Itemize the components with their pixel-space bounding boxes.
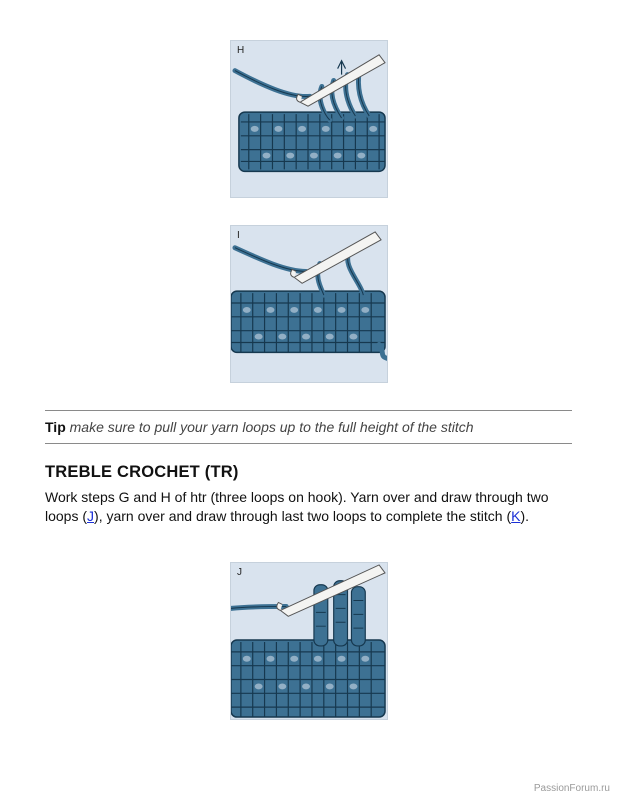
figure-j-link[interactable]: J — [87, 507, 95, 524]
body-text-part: ), yarn over and draw through last two loops to complete the stitch ( — [94, 507, 512, 524]
figure-i — [230, 225, 388, 383]
body-text-part: ). — [520, 507, 530, 524]
tip-box — [45, 419, 572, 436]
figure-label: J — [237, 567, 242, 578]
tip-text: make sure to pull your yarn loops up to the full height of the stitch — [69, 419, 474, 435]
section-body — [45, 488, 575, 525]
figure-k-link[interactable]: K — [511, 507, 521, 524]
figure-h — [230, 40, 388, 198]
watermark: PassionForum.ru — [533, 783, 610, 794]
tip-rule-bottom — [45, 443, 572, 444]
crochet-step-h-illustration — [231, 41, 387, 197]
body-text-part: Work steps G and H of htr (three loops on hook). Yarn over and draw through two loops ( — [45, 489, 549, 524]
section-heading: TREBLE CROCHET (TR) — [45, 463, 239, 481]
figure-label: H — [237, 45, 245, 56]
crochet-step-j-illustration — [231, 563, 387, 719]
figure-j — [230, 562, 388, 720]
tip-label: Tip — [45, 419, 66, 435]
figure-label: I — [237, 230, 240, 241]
tip-rule-top — [45, 410, 572, 411]
crochet-step-i-illustration — [231, 226, 387, 382]
